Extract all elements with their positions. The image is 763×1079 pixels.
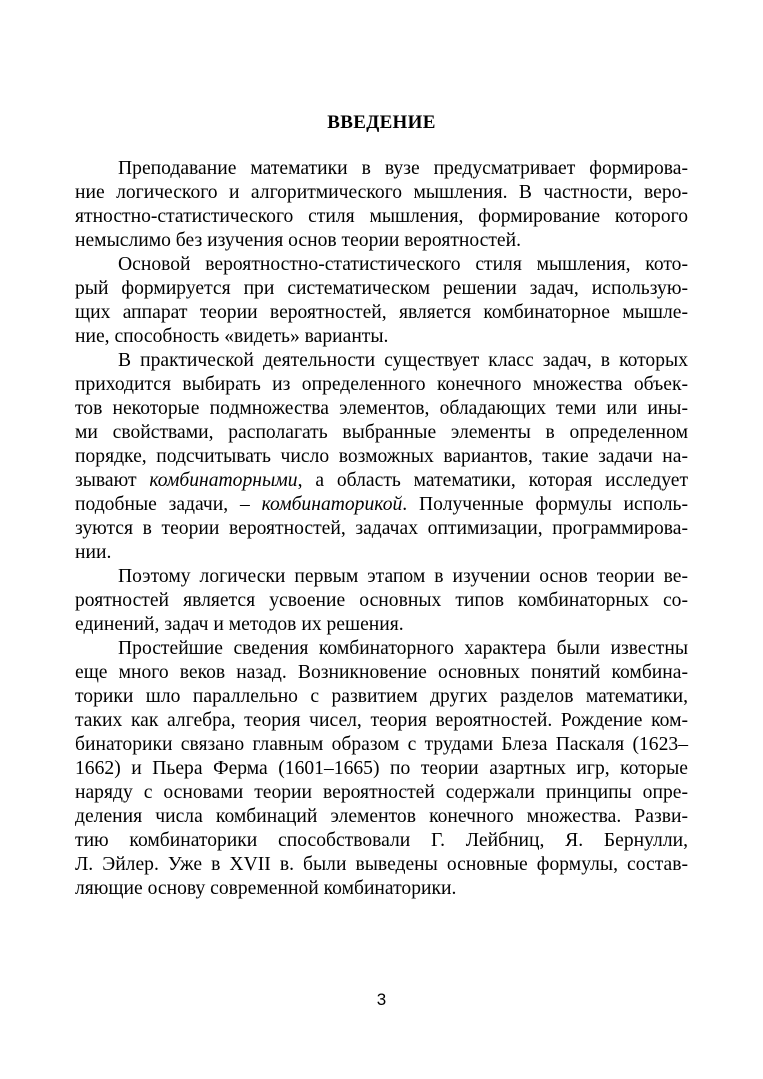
text-line: наряду с основами теории вероятностей содержали принципы опре- bbox=[75, 782, 688, 803]
text-line: немыслимо без изучения основ теории вероятностей. bbox=[75, 230, 522, 251]
italic-term: комбинаторикой bbox=[261, 494, 403, 515]
text-run: зывают bbox=[75, 470, 150, 491]
page-title: ВВЕДЕНИЕ bbox=[327, 112, 436, 133]
italic-term: комбинаторными bbox=[149, 470, 298, 491]
text-line: ми свойствами, располагать выбранные элементы в определенном bbox=[75, 422, 688, 443]
text-line: приходится выбирать из определенного конечного множества объек- bbox=[75, 374, 688, 395]
text-run: подобные задачи, – bbox=[75, 494, 262, 515]
text-line: порядке, подсчитывать число возможных вариантов, такие задачи на- bbox=[75, 446, 688, 467]
text-line bbox=[75, 493, 688, 517]
text-line: зуются в теории вероятностей, задачах оптимизации, программирова- bbox=[75, 518, 688, 539]
text-line: тов некоторые подмножества элементов, обладающих теми или ины- bbox=[75, 398, 688, 419]
text-line: ние логического и алгоритмического мышления. В частности, веро- bbox=[75, 182, 688, 203]
text-line: деления числа комбинаций элементов конечного множества. Разви- bbox=[75, 806, 688, 827]
text-line: В практической деятельности существует класс задач, в которых bbox=[118, 350, 688, 371]
text-line: Основой вероятностно-статистического стиля мышления, кото- bbox=[118, 254, 688, 275]
text-run: . Полученные формулы исполь- bbox=[402, 494, 688, 515]
text-line: еще много веков назад. Возникновение основных понятий комбина- bbox=[75, 662, 688, 683]
text-line: Преподавание математики в вузе предусматривает формирова- bbox=[118, 158, 688, 179]
text-run: , а область математики, которая исследует bbox=[297, 470, 689, 491]
text-line: Простейшие сведения комбинаторного характера были известны bbox=[118, 638, 688, 659]
text-line: ние, способность «видеть» варианты. bbox=[75, 326, 389, 347]
text-line: бинаторики связано главным образом с трудами Блеза Паскаля (1623– bbox=[75, 734, 688, 755]
text-line: ляющие основу современной комбинаторики. bbox=[75, 878, 457, 899]
text-line: тию комбинаторики способствовали Г. Лейбниц, Я. Бернулли, bbox=[75, 830, 688, 851]
text-line: 1662) и Пьера Ферма (1601–1665) по теории азартных игр, которые bbox=[75, 758, 688, 779]
text-line: рый формируется при систематическом решении задач, использую- bbox=[75, 278, 688, 299]
text-line: единений, задач и методов их решения. bbox=[75, 614, 404, 635]
text-line: таких как алгебра, теория чисел, теория вероятностей. Рождение ком- bbox=[75, 710, 688, 731]
text-line: щих аппарат теории вероятностей, является комбинаторное мышле- bbox=[75, 302, 688, 323]
text-line: Поэтому логически первым этапом в изучении основ теории ве- bbox=[118, 566, 688, 587]
text-line: Л. Эйлер. Уже в XVII в. были выведены основные формулы, состав- bbox=[75, 854, 688, 875]
page-number: 3 bbox=[376, 990, 387, 1009]
text-line bbox=[75, 469, 688, 493]
text-line: нии. bbox=[75, 542, 112, 563]
text-line: роятностей является усвоение основных типов комбинаторных со- bbox=[75, 590, 688, 611]
text-line: торики шло параллельно с развитием других разделов математики, bbox=[75, 686, 688, 707]
text-line: ятностно-статистического стиля мышления, формирование которого bbox=[75, 206, 688, 227]
